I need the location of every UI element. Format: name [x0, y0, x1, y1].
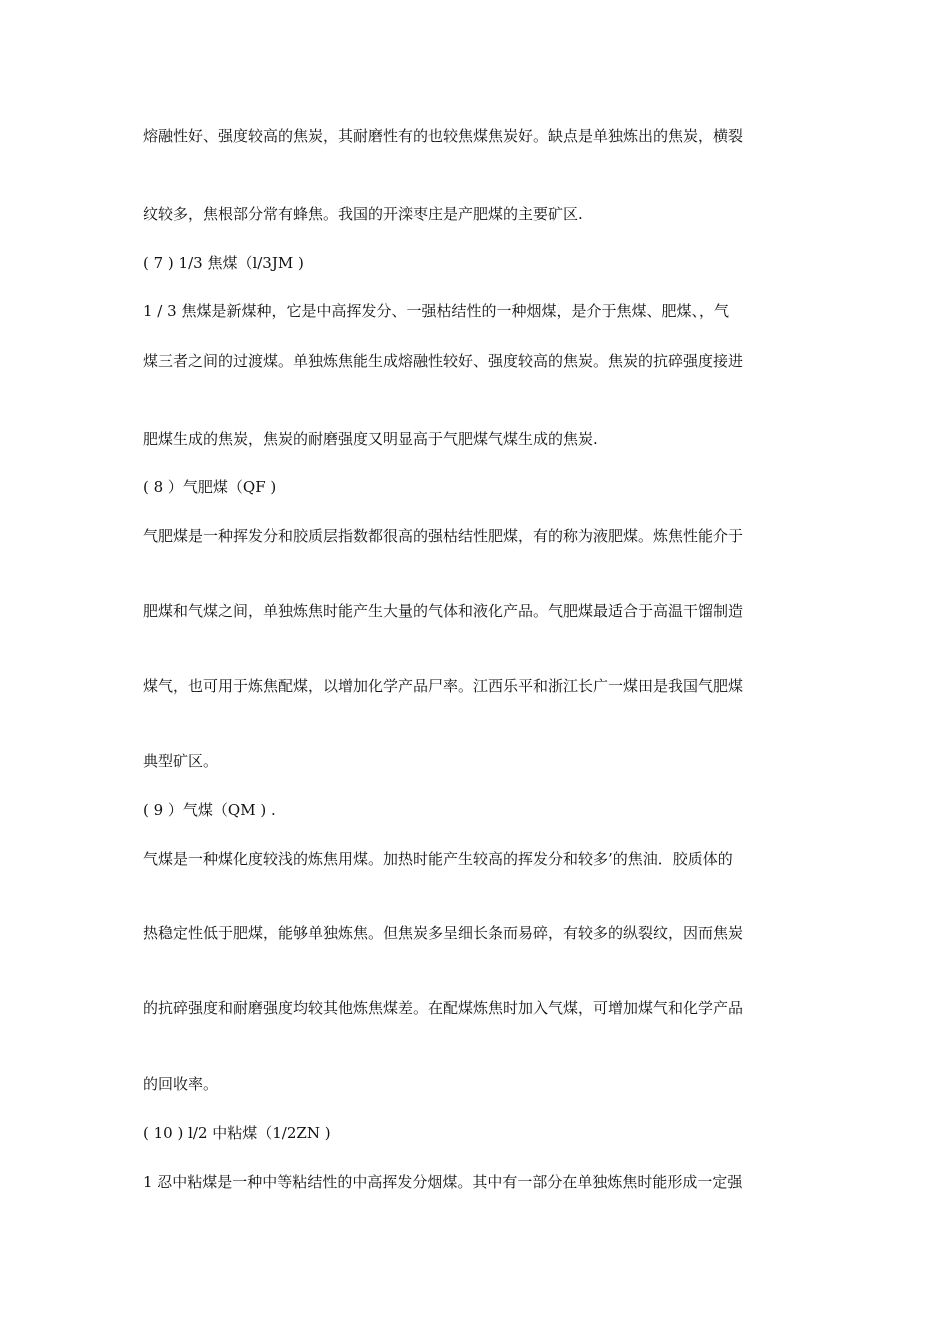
paragraph-coke-wear-strength: 肥煤生成的焦炭，焦炭的耐磨强度又明显高于气肥煤气煤生成的焦炭. — [143, 430, 598, 448]
paragraph-gas-fat-coal-usage: 肥煤和气煤之间，单独炼焦时能产生大量的气体和液化产品。气肥煤最适合于高温干馏制造 — [143, 602, 744, 620]
paragraph-gas-coal-intro: 气煤是一种煤化度较浅的炼焦用煤。加热时能产生较高的挥发分和较多’的焦油．胶质体的 — [143, 850, 733, 868]
paragraph-fat-coal-region: 纹较多，焦根部分常有蜂焦。我国的开滦枣庄是产肥煤的主要矿区. — [143, 205, 583, 223]
heading-gas-coal: ( 9 ）气煤（QM ) . — [143, 801, 276, 819]
paragraph-typical-region: 典型矿区。 — [143, 752, 219, 770]
paragraph-gas-coal-stability: 热稳定性低于肥煤，能够单独炼焦。但焦炭多呈细长条而易碎，有较多的纵裂纹，因而焦炭 — [143, 924, 744, 942]
paragraph-gas-fat-coal-intro: 气肥煤是一种挥发分和胶质层指数都很高的强枯结性肥煤，有的称为液肥煤。炼焦性能介于 — [143, 527, 744, 545]
paragraph-transition-coal: 煤三者之间的过渡煤。单独炼焦能生成熔融性较好、强度较高的焦炭。焦炭的抗碎强度接进 — [143, 352, 744, 370]
heading-gas-fat-coal: ( 8 ）气肥煤（QF ) — [143, 478, 277, 496]
paragraph-gas-coal-strength: 的抗碎强度和耐磨强度均较其他炼焦煤差。在配煤炼焦时加入气煤，可增加煤气和化学产品 — [143, 999, 744, 1017]
paragraph-half-medium-caking-coal-intro: 1 忍中粘煤是一种中等粘结性的中高挥发分烟煤。其中有一部分在单独炼焦时能形成一定强 — [143, 1173, 743, 1191]
paragraph-recovery-rate: 的回收率。 — [143, 1075, 219, 1093]
heading-half-medium-caking-coal: ( 10 ) l/2 中粘煤（1/2ZN ) — [143, 1124, 331, 1142]
paragraph-coke-properties: 熔融性好、强度较高的焦炭，其耐磨性有的也较焦煤焦炭好。缺点是单独炼出的焦炭，横裂 — [143, 127, 744, 145]
heading-1-3-coking-coal: ( 7 ) 1/3 焦煤（l/3JM ) — [143, 254, 304, 272]
paragraph-gas-fat-coal-region: 煤气，也可用于炼焦配煤，以增加化学产品尸率。江西乐平和浙江长广一煤田是我国气肥煤 — [143, 677, 744, 695]
paragraph-1-3-coking-coal-intro: 1 / 3 焦煤是新煤种，它是中高挥发分、一强枯结性的一种烟煤，是介于焦煤、肥煤、，气 — [143, 302, 729, 320]
